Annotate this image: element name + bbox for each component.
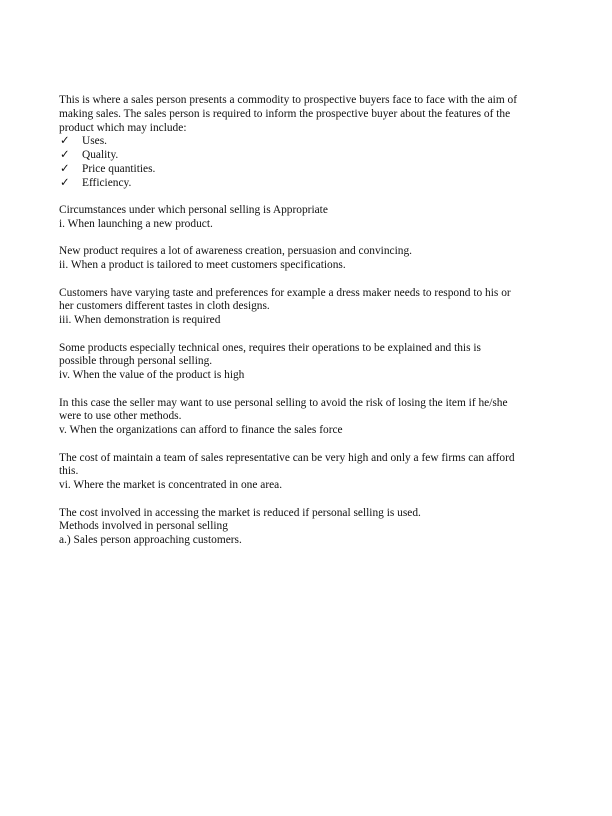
checkmark-icon: ✓ [60,135,70,148]
paragraph-spacer [59,190,559,204]
sections [59,190,559,548]
text-line: this. [59,465,79,478]
list-item-text: Uses. [82,135,107,148]
list-item-text: Price quantities. [82,162,156,175]
paragraph [59,245,559,273]
text-line: Some products especially technical ones, requires their operations to be explained and this is [59,341,481,354]
list-item [59,163,559,177]
paragraph-spacer [59,232,559,246]
text-line: ii. When a product is tailored to meet customers specifications. [59,259,346,271]
text-line: The cost involved in accessing the market is reduced if personal selling is used. [59,506,421,519]
text-line: The cost of maintain a team of sales representative can be very high and only a few firms can afford [59,451,515,464]
paragraph [59,507,559,548]
text-line: making sales. The sales person is required to inform the prospective buyer about the features of the [59,107,511,120]
checkmark-icon: ✓ [60,162,70,175]
text-line: product which may include: [59,121,187,134]
paragraph-spacer [59,383,559,397]
text-line: In this case the seller may want to use personal selling to avoid the risk of losing the item if he/she [59,396,508,409]
list-item [59,149,559,163]
text-line: Customers have varying taste and preferences for example a dress maker needs to respond to his or [59,286,511,299]
list-item [59,177,559,191]
text-line: her customers different tastes in cloth designs. [59,300,270,313]
list-item [59,135,559,149]
text-line: New product requires a lot of awareness creation, persuasion and convincing. [59,245,412,258]
list-item-text: Efficiency. [82,176,132,189]
text-line: iv. When the value of the product is high [59,369,245,381]
paragraph-spacer [59,273,559,287]
list-item-text: Quality. [82,149,119,161]
paragraph [59,342,559,383]
paragraph [59,397,559,438]
text-line: a.) Sales person approaching customers. [59,534,242,546]
text-line: vi. Where the market is concentrated in one area. [59,479,283,491]
text-line: Circumstances under which personal selling is Appropriate [59,204,328,216]
text-line: v. When the organizations can afford to finance the sales force [59,424,343,436]
paragraph [59,452,559,493]
text-line: possible through personal selling. [59,355,213,368]
paragraph [59,204,559,232]
text-line: were to use other methods. [59,410,182,423]
intro-paragraph [59,94,559,135]
checkmark-icon: ✓ [60,176,70,189]
text-line: Methods involved in personal selling [59,520,228,533]
text-line: This is where a sales person presents a commodity to prospective buyers face to face with the aim of [59,94,518,106]
paragraph-spacer [59,328,559,342]
feature-list [59,135,559,190]
paragraph-spacer [59,438,559,452]
paragraph-spacer [59,493,559,507]
text-line: i. When launching a new product. [59,217,213,230]
document-page [59,94,559,548]
checkmark-icon: ✓ [60,149,70,161]
text-line: iii. When demonstration is required [59,314,221,326]
paragraph [59,287,559,328]
